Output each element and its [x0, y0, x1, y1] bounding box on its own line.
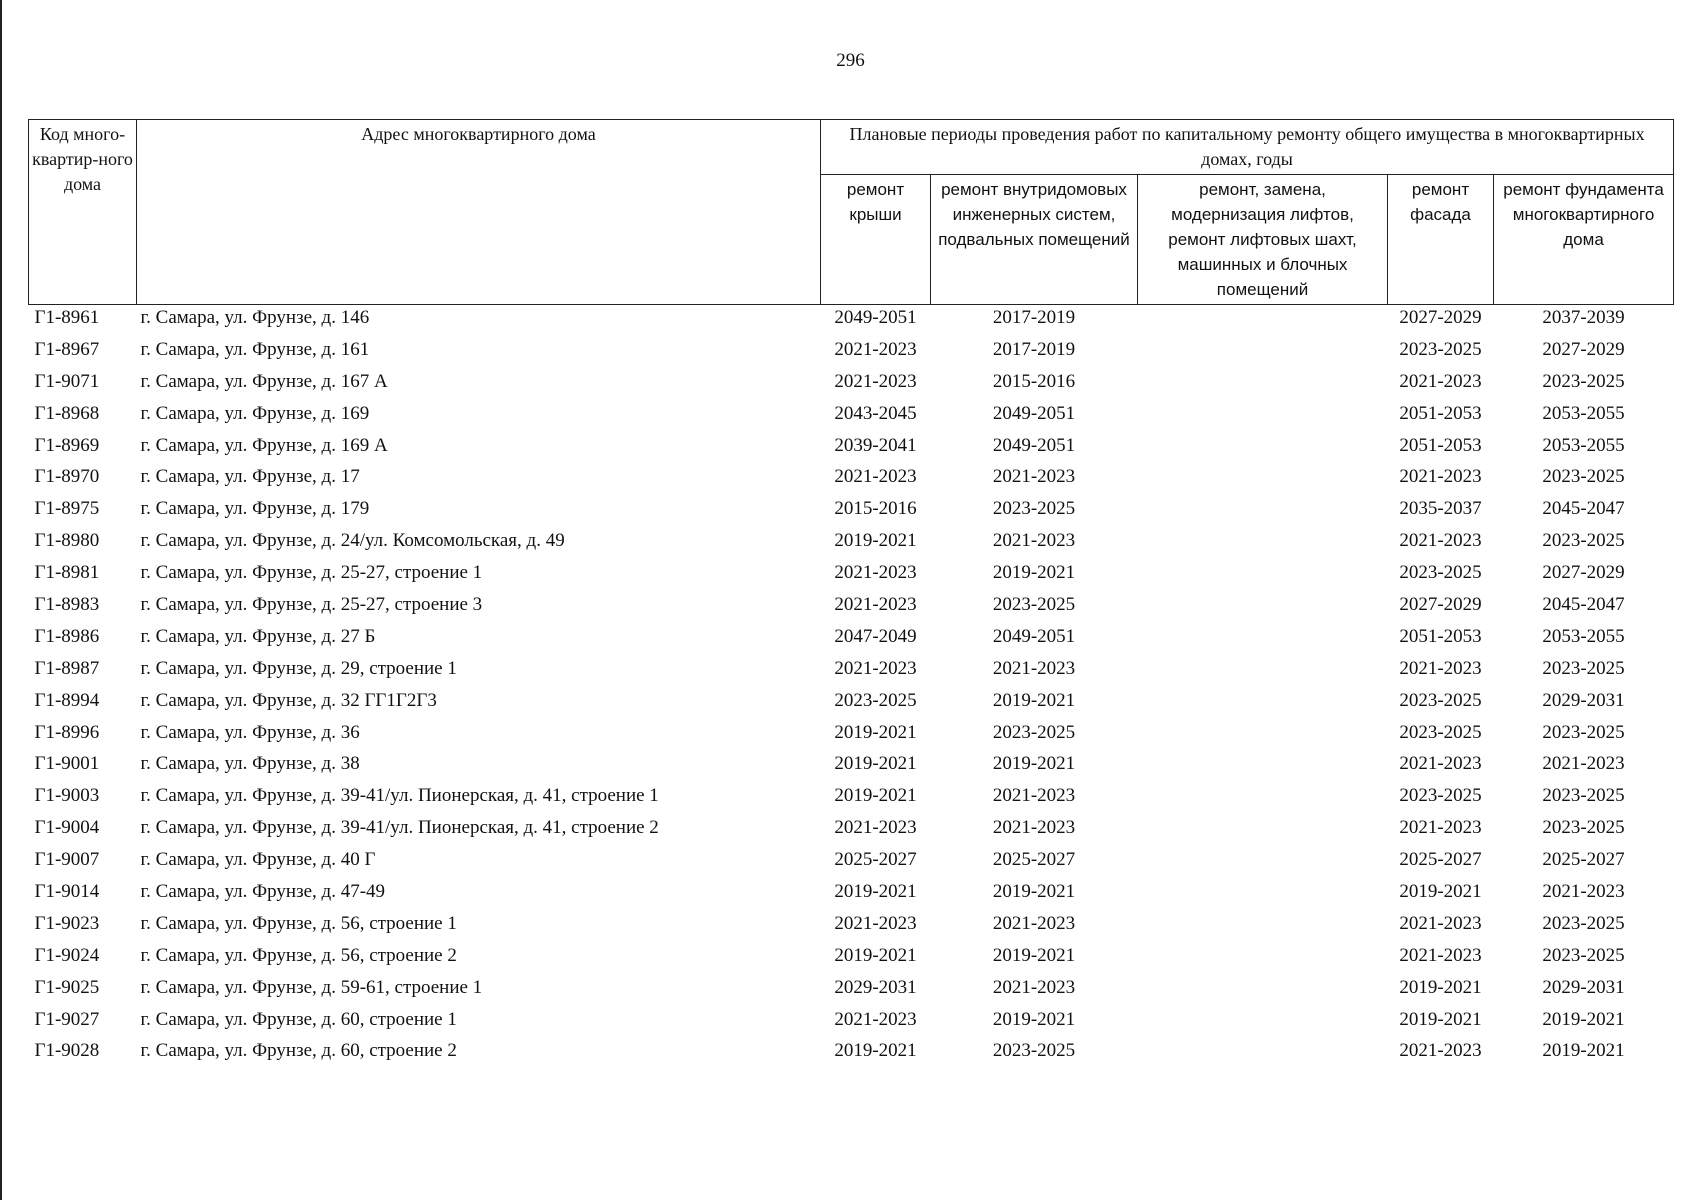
table-row — [29, 847, 1674, 879]
house-code-cell: Г1-8969 — [34, 434, 100, 456]
address-cell: г. Самара, ул. Фрунзе, д. 169 А — [140, 434, 388, 456]
foundation-period-cell: 2029-2031 — [1542, 689, 1625, 711]
facade-period-cell: 2051-2053 — [1399, 402, 1482, 424]
lift-period-cell — [1138, 751, 1388, 783]
house-code-cell: Г1-9024 — [34, 944, 100, 966]
lift-period-cell — [1138, 592, 1388, 624]
engineering-period-cell: 2021-2023 — [992, 785, 1076, 807]
roof-period-cell: 2021-2023 — [834, 466, 917, 488]
address-cell: г. Самара, ул. Фрунзе, д. 17 — [140, 466, 360, 488]
facade-period-cell: 2019-2021 — [1399, 881, 1482, 903]
address-cell: г. Самара, ул. Фрунзе, д. 161 — [140, 338, 370, 360]
facade-period-cell: 2021-2023 — [1399, 753, 1482, 775]
engineering-period-cell: 2019-2021 — [992, 881, 1076, 903]
lift-period-cell — [1138, 815, 1388, 847]
facade-period-cell: 2051-2053 — [1399, 625, 1482, 647]
address-cell: г. Самара, ул. Фрунзе, д. 36 — [140, 721, 360, 743]
roof-period-cell: 2021-2023 — [834, 817, 917, 839]
header-roof-repair: ремонт крыши — [821, 175, 931, 305]
engineering-period-cell: 2023-2025 — [992, 721, 1076, 743]
foundation-period-cell: 2027-2029 — [1542, 562, 1625, 584]
house-code-cell: Г1-8983 — [34, 594, 100, 616]
lift-period-cell — [1138, 464, 1388, 496]
address-cell: г. Самара, ул. Фрунзе, д. 60, строение 1 — [140, 1008, 457, 1030]
address-cell: г. Самара, ул. Фрунзе, д. 24/ул. Комсомольская, д. 49 — [140, 530, 565, 552]
facade-period-cell: 2035-2037 — [1399, 498, 1482, 520]
house-code-cell: Г1-8968 — [34, 402, 100, 424]
engineering-period-cell: 2021-2023 — [992, 976, 1076, 998]
address-cell: г. Самара, ул. Фрунзе, д. 179 — [140, 498, 370, 520]
facade-period-cell: 2021-2023 — [1399, 466, 1482, 488]
facade-period-cell: 2023-2025 — [1399, 721, 1482, 743]
capital-repair-schedule-table — [28, 119, 1674, 1070]
engineering-period-cell: 2049-2051 — [992, 434, 1076, 456]
table-row — [29, 305, 1674, 337]
roof-period-cell: 2019-2021 — [834, 753, 917, 775]
header-facade-repair: ремонт фасада — [1388, 175, 1494, 305]
lift-period-cell — [1138, 369, 1388, 401]
engineering-period-cell: 2019-2021 — [992, 689, 1076, 711]
foundation-period-cell: 2023-2025 — [1542, 944, 1625, 966]
lift-period-cell — [1138, 560, 1388, 592]
table-row — [29, 433, 1674, 465]
engineering-period-cell: 2019-2021 — [992, 753, 1076, 775]
table-row — [29, 815, 1674, 847]
engineering-period-cell: 2023-2025 — [992, 498, 1076, 520]
lift-period-cell — [1138, 720, 1388, 752]
engineering-period-cell: 2021-2023 — [992, 657, 1076, 679]
engineering-period-cell: 2021-2023 — [992, 530, 1076, 552]
address-cell: г. Самара, ул. Фрунзе, д. 32 ГГ1Г2Г3 — [140, 689, 437, 711]
lift-period-cell — [1138, 656, 1388, 688]
header-address: Адрес многоквартирного дома — [137, 120, 821, 305]
house-code-cell: Г1-8961 — [34, 307, 100, 328]
lift-period-cell — [1138, 911, 1388, 943]
lift-period-cell — [1138, 528, 1388, 560]
table-row — [29, 1038, 1674, 1070]
house-code-cell: Г1-8970 — [34, 466, 100, 488]
roof-period-cell: 2021-2023 — [834, 594, 917, 616]
engineering-period-cell: 2021-2023 — [992, 912, 1076, 934]
facade-period-cell: 2021-2023 — [1399, 530, 1482, 552]
page-left-border — [0, 0, 2, 1200]
roof-period-cell: 2021-2023 — [834, 1008, 917, 1030]
foundation-period-cell: 2023-2025 — [1542, 370, 1625, 392]
foundation-period-cell: 2025-2027 — [1542, 849, 1625, 871]
roof-period-cell: 2019-2021 — [834, 944, 917, 966]
table-row — [29, 656, 1674, 688]
house-code-cell: Г1-8996 — [34, 721, 100, 743]
lift-period-cell — [1138, 1007, 1388, 1039]
address-cell: г. Самара, ул. Фрунзе, д. 29, строение 1 — [140, 657, 457, 679]
table-row — [29, 624, 1674, 656]
facade-period-cell: 2025-2027 — [1399, 849, 1482, 871]
house-code-cell: Г1-9027 — [34, 1008, 100, 1030]
engineering-period-cell: 2015-2016 — [992, 370, 1076, 392]
address-cell: г. Самара, ул. Фрунзе, д. 25-27, строение 1 — [140, 562, 483, 584]
lift-period-cell — [1138, 943, 1388, 975]
roof-period-cell: 2025-2027 — [834, 849, 917, 871]
address-cell: г. Самара, ул. Фрунзе, д. 40 Г — [140, 849, 376, 871]
foundation-period-cell: 2053-2055 — [1542, 434, 1625, 456]
facade-period-cell: 2021-2023 — [1399, 1040, 1482, 1062]
lift-period-cell — [1138, 433, 1388, 465]
table-row — [29, 1007, 1674, 1039]
roof-period-cell: 2021-2023 — [834, 338, 917, 360]
table-row — [29, 592, 1674, 624]
lift-period-cell — [1138, 1038, 1388, 1070]
foundation-period-cell: 2023-2025 — [1542, 657, 1625, 679]
roof-period-cell: 2021-2023 — [834, 562, 917, 584]
house-code-cell: Г1-9001 — [34, 753, 100, 775]
engineering-period-cell: 2049-2051 — [992, 625, 1076, 647]
house-code-cell: Г1-9003 — [34, 785, 100, 807]
engineering-period-cell: 2019-2021 — [992, 1008, 1076, 1030]
lift-period-cell — [1138, 305, 1388, 337]
header-planned-periods: Плановые периоды проведения работ по капитальному ремонту общего имущества в многоквартирных домах, годы — [821, 120, 1674, 175]
house-code-cell: Г1-8967 — [34, 338, 100, 360]
house-code-cell: Г1-9023 — [34, 912, 100, 934]
engineering-period-cell: 2049-2051 — [992, 402, 1076, 424]
engineering-period-cell: 2023-2025 — [992, 594, 1076, 616]
address-cell: г. Самара, ул. Фрунзе, д. 56, строение 1 — [140, 912, 457, 934]
foundation-period-cell: 2023-2025 — [1542, 530, 1625, 552]
house-code-cell: Г1-9007 — [34, 849, 100, 871]
house-code-cell: Г1-8980 — [34, 530, 100, 552]
table-row — [29, 720, 1674, 752]
header-lift-repair: ремонт, замена, модернизация лифтов, ремонт лифтовых шахт, машинных и блочных помещений — [1138, 175, 1388, 305]
foundation-period-cell: 2019-2021 — [1542, 1008, 1625, 1030]
foundation-period-cell: 2027-2029 — [1542, 338, 1625, 360]
table-row — [29, 496, 1674, 528]
table-body — [29, 305, 1674, 1071]
engineering-period-cell: 2021-2023 — [992, 466, 1076, 488]
engineering-period-cell: 2019-2021 — [992, 562, 1076, 584]
foundation-period-cell: 2023-2025 — [1542, 466, 1625, 488]
facade-period-cell: 2051-2053 — [1399, 434, 1482, 456]
engineering-period-cell: 2019-2021 — [992, 944, 1076, 966]
header-house-code: Код много-квартир-ного дома — [29, 120, 137, 305]
lift-period-cell — [1138, 688, 1388, 720]
roof-period-cell: 2019-2021 — [834, 785, 917, 807]
roof-period-cell: 2023-2025 — [834, 689, 917, 711]
lift-period-cell — [1138, 624, 1388, 656]
header-foundation-repair: ремонт фундамента многоквартирного дома — [1494, 175, 1674, 305]
lift-period-cell — [1138, 401, 1388, 433]
table-row — [29, 943, 1674, 975]
facade-period-cell: 2021-2023 — [1399, 817, 1482, 839]
address-cell: г. Самара, ул. Фрунзе, д. 56, строение 2 — [140, 944, 457, 966]
table-header — [29, 120, 1674, 305]
facade-period-cell: 2021-2023 — [1399, 370, 1482, 392]
header-engineering-repair: ремонт внутридомовых инженерных систем, подвальных помещений — [931, 175, 1138, 305]
house-code-cell: Г1-8986 — [34, 625, 100, 647]
foundation-period-cell: 2053-2055 — [1542, 402, 1625, 424]
engineering-period-cell: 2023-2025 — [992, 1040, 1076, 1062]
table-row — [29, 337, 1674, 369]
foundation-period-cell: 2023-2025 — [1542, 912, 1625, 934]
roof-period-cell: 2019-2021 — [834, 721, 917, 743]
house-code-cell: Г1-9004 — [34, 817, 100, 839]
engineering-period-cell: 2017-2019 — [992, 338, 1076, 360]
table-row — [29, 688, 1674, 720]
lift-period-cell — [1138, 847, 1388, 879]
foundation-period-cell: 2045-2047 — [1542, 594, 1625, 616]
lift-period-cell — [1138, 975, 1388, 1007]
roof-period-cell: 2021-2023 — [834, 912, 917, 934]
address-cell: г. Самара, ул. Фрунзе, д. 167 А — [140, 370, 388, 392]
facade-period-cell: 2021-2023 — [1399, 657, 1482, 679]
house-code-cell: Г1-8994 — [34, 689, 100, 711]
facade-period-cell: 2021-2023 — [1399, 912, 1482, 934]
address-cell: г. Самара, ул. Фрунзе, д. 59-61, строение 1 — [140, 976, 483, 998]
foundation-period-cell: 2037-2039 — [1542, 307, 1625, 328]
facade-period-cell: 2023-2025 — [1399, 785, 1482, 807]
table-row — [29, 401, 1674, 433]
roof-period-cell: 2021-2023 — [834, 370, 917, 392]
facade-period-cell: 2023-2025 — [1399, 689, 1482, 711]
roof-period-cell: 2019-2021 — [834, 881, 917, 903]
roof-period-cell: 2015-2016 — [834, 498, 917, 520]
foundation-period-cell: 2053-2055 — [1542, 625, 1625, 647]
table-row — [29, 911, 1674, 943]
facade-period-cell: 2019-2021 — [1399, 1008, 1482, 1030]
table-row — [29, 751, 1674, 783]
table-row — [29, 879, 1674, 911]
facade-period-cell: 2021-2023 — [1399, 944, 1482, 966]
foundation-period-cell: 2021-2023 — [1542, 881, 1625, 903]
address-cell: г. Самара, ул. Фрунзе, д. 146 — [140, 307, 370, 328]
address-cell: г. Самара, ул. Фрунзе, д. 25-27, строение 3 — [140, 594, 483, 616]
lift-period-cell — [1138, 783, 1388, 815]
foundation-period-cell: 2029-2031 — [1542, 976, 1625, 998]
house-code-cell: Г1-8987 — [34, 657, 100, 679]
address-cell: г. Самара, ул. Фрунзе, д. 39-41/ул. Пионерская, д. 41, строение 2 — [140, 817, 659, 839]
roof-period-cell: 2029-2031 — [834, 976, 917, 998]
foundation-period-cell: 2019-2021 — [1542, 1040, 1625, 1062]
lift-period-cell — [1138, 337, 1388, 369]
roof-period-cell: 2019-2021 — [834, 1040, 917, 1062]
house-code-cell: Г1-9028 — [34, 1040, 100, 1062]
engineering-period-cell: 2017-2019 — [992, 307, 1076, 328]
roof-period-cell: 2019-2021 — [834, 530, 917, 552]
address-cell: г. Самара, ул. Фрунзе, д. 27 Б — [140, 625, 376, 647]
address-cell: г. Самара, ул. Фрунзе, д. 169 — [140, 402, 370, 424]
roof-period-cell: 2039-2041 — [834, 434, 917, 456]
roof-period-cell: 2021-2023 — [834, 657, 917, 679]
engineering-period-cell: 2025-2027 — [992, 849, 1076, 871]
foundation-period-cell: 2021-2023 — [1542, 753, 1625, 775]
facade-period-cell: 2019-2021 — [1399, 976, 1482, 998]
table-row — [29, 528, 1674, 560]
engineering-period-cell: 2021-2023 — [992, 817, 1076, 839]
facade-period-cell: 2023-2025 — [1399, 338, 1482, 360]
page-number: 296 — [836, 50, 865, 71]
address-cell: г. Самара, ул. Фрунзе, д. 60, строение 2 — [140, 1040, 457, 1062]
address-cell: г. Самара, ул. Фрунзе, д. 38 — [140, 753, 360, 775]
table-row — [29, 369, 1674, 401]
house-code-cell: Г1-9025 — [34, 976, 100, 998]
address-cell: г. Самара, ул. Фрунзе, д. 39-41/ул. Пионерская, д. 41, строение 1 — [140, 785, 659, 807]
lift-period-cell — [1138, 496, 1388, 528]
table-row — [29, 975, 1674, 1007]
table-row — [29, 464, 1674, 496]
table-row — [29, 783, 1674, 815]
foundation-period-cell: 2023-2025 — [1542, 817, 1625, 839]
address-cell: г. Самара, ул. Фрунзе, д. 47-49 — [140, 881, 386, 903]
facade-period-cell: 2027-2029 — [1399, 594, 1482, 616]
facade-period-cell: 2023-2025 — [1399, 562, 1482, 584]
roof-period-cell: 2043-2045 — [834, 402, 917, 424]
house-code-cell: Г1-9071 — [34, 370, 100, 392]
house-code-cell: Г1-8981 — [34, 562, 100, 584]
foundation-period-cell: 2045-2047 — [1542, 498, 1625, 520]
roof-period-cell: 2047-2049 — [834, 625, 917, 647]
table-row — [29, 560, 1674, 592]
foundation-period-cell: 2023-2025 — [1542, 721, 1625, 743]
roof-period-cell: 2049-2051 — [834, 307, 917, 328]
house-code-cell: Г1-8975 — [34, 498, 100, 520]
lift-period-cell — [1138, 879, 1388, 911]
house-code-cell: Г1-9014 — [34, 881, 100, 903]
facade-period-cell: 2027-2029 — [1399, 307, 1482, 328]
foundation-period-cell: 2023-2025 — [1542, 785, 1625, 807]
